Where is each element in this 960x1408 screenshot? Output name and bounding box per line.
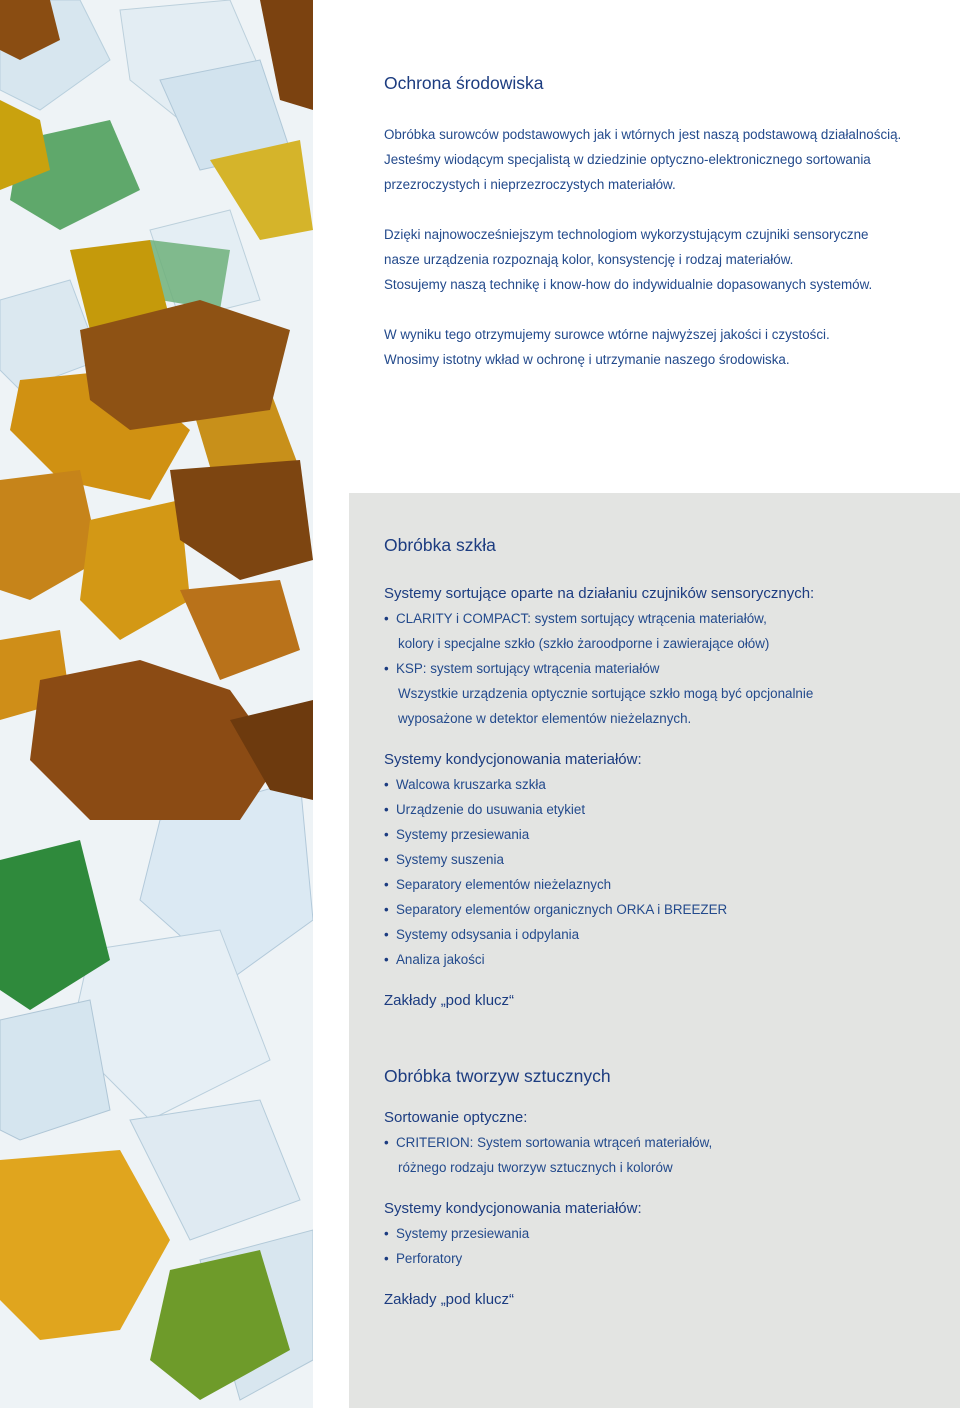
sorting-heading: Sortowanie optyczne: (384, 1109, 528, 1126)
glass-shards-photo (0, 0, 313, 1408)
section-title: Obróbka szkła (384, 535, 496, 555)
section-title: Ochrona środowiska (384, 73, 544, 93)
sorting-list (384, 606, 944, 731)
paragraph-line: Obróbka surowców podstawowych jak i wtórnych jest naszą podstawową działalnością. (384, 127, 902, 142)
item-line: wyposażone w detektor elementów nieżelaznych. (398, 711, 692, 726)
list-item: • Systemy suszenia (384, 847, 944, 872)
item-line: kolory i specjalne szkło (szkło żaroodporne i zawierające ołów) (398, 636, 770, 651)
conditioning-heading: Systemy kondycjonowania materiałów: (384, 1200, 642, 1217)
paragraph-line: Jesteśmy wiodącym specjalistą w dziedzinie optyczno-elektronicznego sortowania (384, 152, 871, 167)
item-line: Wszystkie urządzenia optycznie sortujące szkło mogą być opcjonalnie (398, 686, 814, 701)
list-item: • Systemy przesiewania (384, 822, 944, 847)
list-item: • Analiza jakości (384, 947, 944, 972)
sorting-heading: Systemy sortujące oparte na działaniu czujników sensorycznych: (384, 585, 815, 602)
conditioning-list (384, 772, 944, 972)
paragraph-line: nasze urządzenia rozpoznają kolor, konsystencję i rodzaj materiałów. (384, 252, 794, 267)
item-line: CLARITY i COMPACT: system sortujący wtrącenia materiałów, (396, 611, 767, 626)
section-title: Obróbka tworzyw sztucznych (384, 1066, 611, 1086)
paragraph-line: Dzięki najnowocześniejszym technologiom wykorzystującym czujniki sensoryczne (384, 227, 869, 242)
glass-shards-illustration (0, 0, 313, 1408)
paragraph (384, 222, 944, 297)
list-item: • Systemy przesiewania (384, 1221, 944, 1246)
list-item (384, 1130, 944, 1155)
list-item (384, 606, 944, 631)
list-item: • Walcowa kruszarka szkła (384, 772, 944, 797)
turnkey-label: Zakłady „pod klucz“ (384, 1291, 515, 1308)
list-item: • Urządzenie do usuwania etykiet (384, 797, 944, 822)
list-item: • Separatory elementów nieżelaznych (384, 872, 944, 897)
paragraph (384, 322, 944, 372)
section-environment (384, 72, 944, 372)
paragraph (384, 122, 944, 197)
sorting-list (384, 1130, 944, 1180)
section-glass (384, 534, 944, 1013)
list-item: • Separatory elementów organicznych ORKA i BREEZER (384, 897, 944, 922)
list-item: • Perforatory (384, 1246, 944, 1271)
list-item: • Systemy odsysania i odpylania (384, 922, 944, 947)
turnkey-label: Zakłady „pod klucz“ (384, 992, 515, 1009)
conditioning-list (384, 1221, 944, 1271)
item-line: KSP: system sortujący wtrącenia materiałów (396, 661, 660, 676)
paragraph-line: W wyniku tego otrzymujemy surowce wtórne najwyższej jakości i czystości. (384, 327, 830, 342)
paragraph-line: przezroczystych i nieprzezroczystych materiałów. (384, 177, 676, 192)
item-line: różnego rodzaju tworzyw sztucznych i kolorów (398, 1160, 673, 1175)
paragraph-line: Wnosimy istotny wkład w ochronę i utrzymanie naszego środowiska. (384, 352, 790, 367)
section-plastics (384, 1065, 944, 1312)
paragraph-line: Stosujemy naszą technikę i know-how do indywidualnie dopasowanych systemów. (384, 277, 873, 292)
list-item (384, 656, 944, 681)
item-line: CRITERION: System sortowania wtrąceń materiałów, (396, 1135, 713, 1150)
conditioning-heading: Systemy kondycjonowania materiałów: (384, 751, 642, 768)
